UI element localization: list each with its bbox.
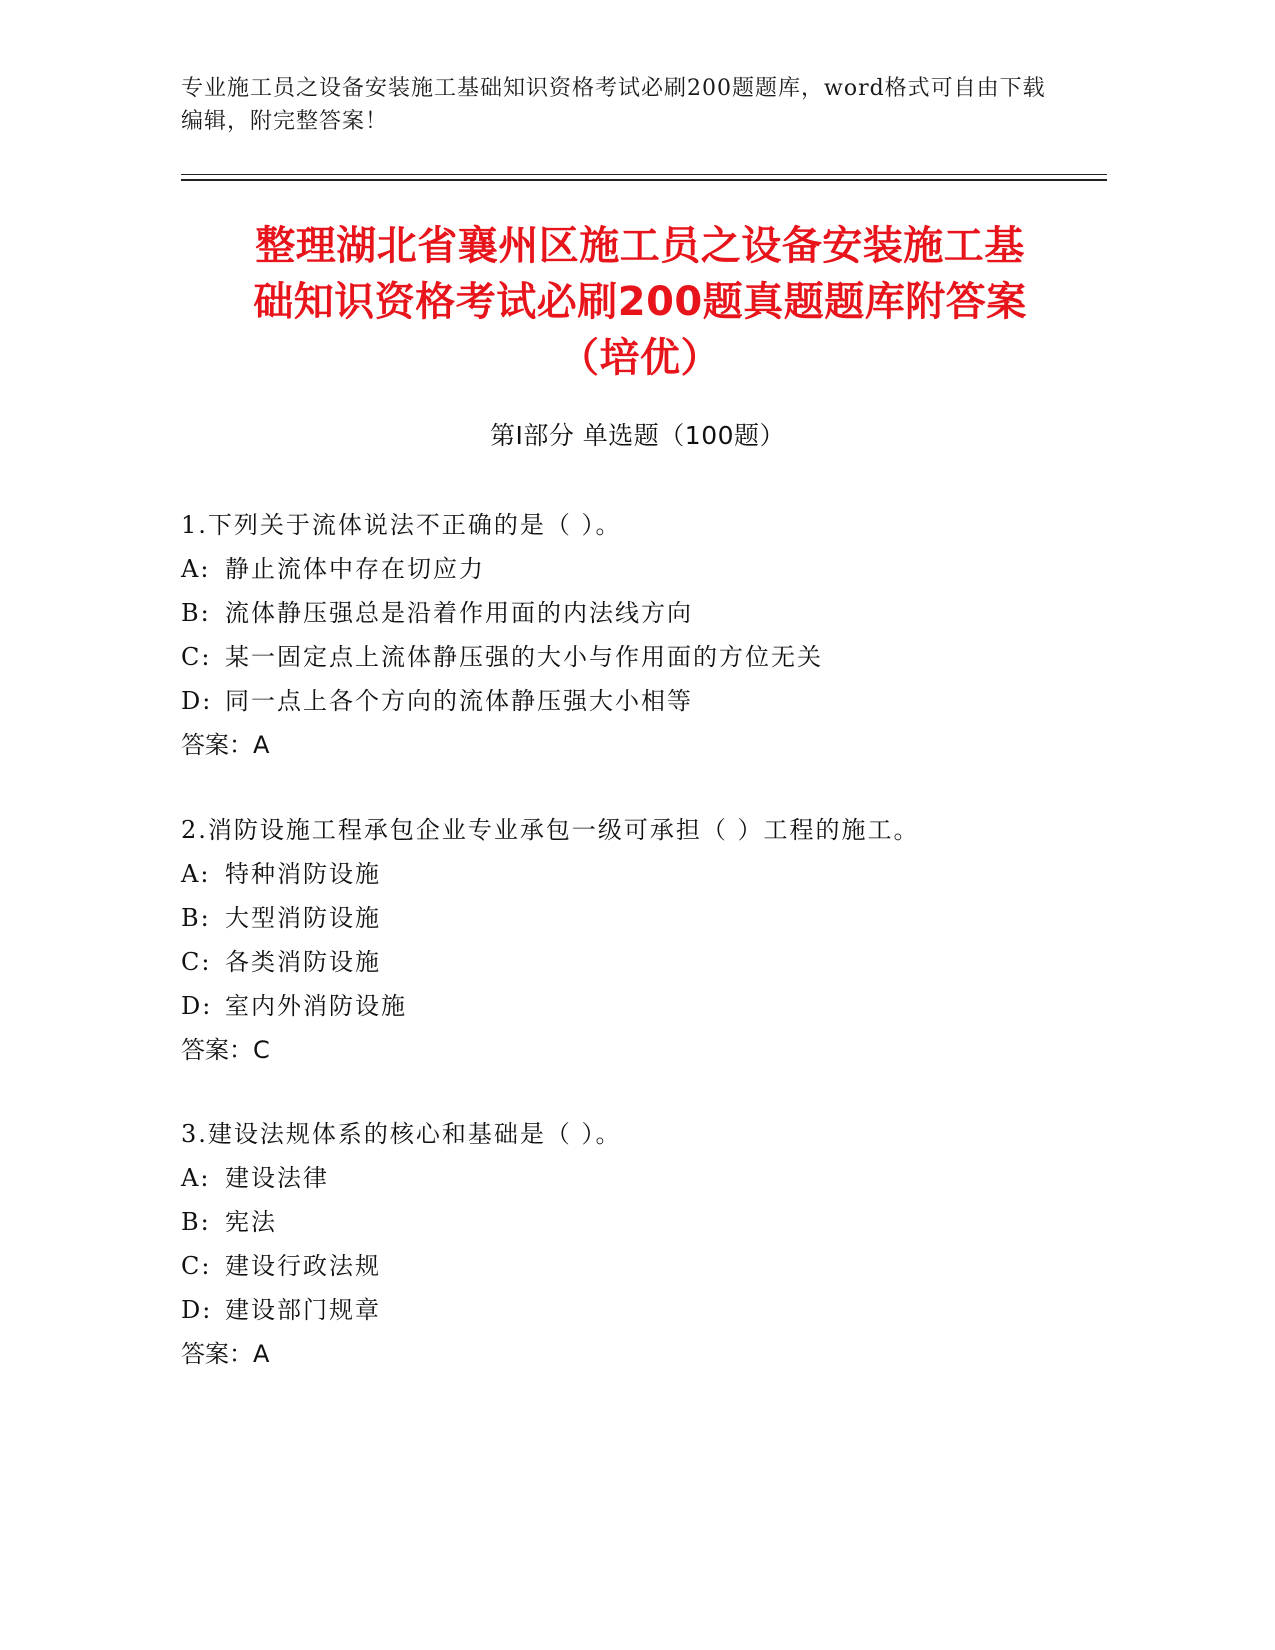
- option-text: 同一点上各个方向的流体静压强大小相等: [225, 687, 693, 715]
- question-stem: 3.建设法规体系的核心和基础是（ ）。: [181, 1120, 622, 1148]
- option-d: [181, 984, 1081, 1028]
- option-text: 各类消防设施: [225, 948, 381, 976]
- option-key: D:: [181, 992, 213, 1020]
- option-key: C:: [181, 643, 212, 671]
- option-b: [181, 591, 1081, 635]
- document-title-line-3: （培优）: [559, 335, 721, 381]
- option-key: D:: [181, 687, 213, 715]
- document-title: [160, 218, 1120, 386]
- option-text: 流体静压强总是沿着作用面的内法线方向: [225, 599, 693, 627]
- option-b: [181, 896, 1081, 940]
- option-text: 建设法律: [225, 1164, 329, 1192]
- option-key: A:: [181, 555, 211, 583]
- answer-line: 答案：A: [181, 1340, 270, 1368]
- option-text: 建设部门规章: [225, 1296, 381, 1324]
- option-key: C:: [181, 948, 212, 976]
- option-key: B:: [181, 904, 211, 932]
- answer-line: 答案：A: [181, 731, 270, 759]
- question-1: [181, 503, 1081, 767]
- option-a: [181, 1156, 1081, 1200]
- option-key: A:: [181, 1164, 211, 1192]
- option-text: 静止流体中存在切应力: [225, 555, 485, 583]
- question-stem: 2.消防设施工程承包企业专业承包一级可承担（ ）工程的施工。: [181, 816, 920, 844]
- question-3: [181, 1112, 1081, 1376]
- document-title-line-2: 础知识资格考试必刷200题真题题库附答案: [253, 279, 1027, 325]
- option-c: [181, 1244, 1081, 1288]
- option-key: C:: [181, 1252, 212, 1280]
- section-title: 第Ⅰ部分 单选题（100题）: [489, 421, 786, 450]
- option-b: [181, 1200, 1081, 1244]
- question-2: [181, 808, 1081, 1072]
- option-text: 某一固定点上流体静压强的大小与作用面的方位无关: [225, 643, 823, 671]
- option-text: 大型消防设施: [225, 904, 381, 932]
- option-c: [181, 635, 1081, 679]
- option-key: A:: [181, 860, 211, 888]
- question-stem: 1.下列关于流体说法不正确的是（ ）。: [181, 511, 622, 539]
- header-divider-thick: [181, 179, 1107, 181]
- option-a: [181, 547, 1081, 591]
- option-text: 宪法: [225, 1208, 277, 1236]
- option-text: 特种消防设施: [225, 860, 381, 888]
- option-key: B:: [181, 1208, 211, 1236]
- header-note: 专业施工员之设备安装施工基础知识资格考试必刷200题题库，word格式可自由下载编辑，附完整答案！: [181, 76, 1046, 134]
- option-key: D:: [181, 1296, 213, 1324]
- option-text: 室内外消防设施: [225, 992, 407, 1020]
- option-a: [181, 852, 1081, 896]
- document-title-line-1: 整理湖北省襄州区施工员之设备安装施工基: [255, 223, 1025, 269]
- answer-line: 答案：C: [181, 1036, 270, 1064]
- header-divider-thin: [181, 174, 1107, 175]
- option-text: 建设行政法规: [225, 1252, 381, 1280]
- option-d: [181, 679, 1081, 723]
- option-c: [181, 940, 1081, 984]
- option-d: [181, 1288, 1081, 1332]
- option-key: B:: [181, 599, 211, 627]
